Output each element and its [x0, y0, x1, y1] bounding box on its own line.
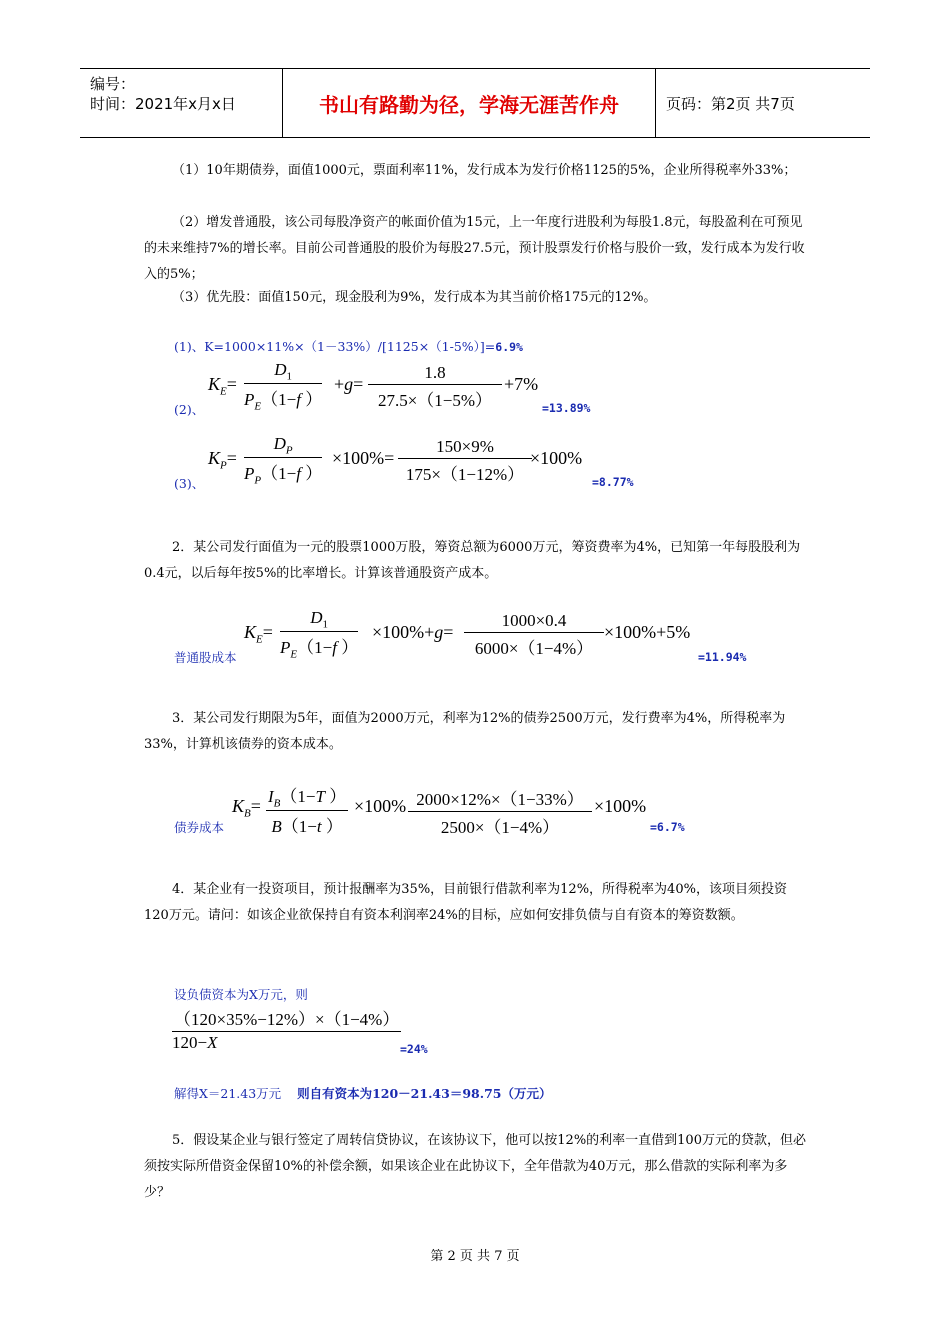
problem4-result: =24% [400, 1042, 428, 1056]
number-label: 编号： [90, 75, 136, 93]
answer1 [174, 334, 840, 361]
solution-x: 解得X＝21.43万元 [174, 1086, 282, 1101]
problem3-result: =6.7% [650, 820, 685, 834]
answer3-result: =8.77% [592, 475, 634, 489]
problem3-label: 债券成本 [174, 820, 225, 835]
problem3-text: 3．某公司发行期限为5年，面值为2000万元，利率为12%的债券2500万元，发行费率为4%，所得税率为33%，计算机该债券的资本成本。 [144, 711, 786, 752]
answer1-formula: (1)、K=1000×11%×（1－33%）/[1125×（1-5%）]= [174, 339, 496, 354]
problem1-item1: （1）10年期债券，面值1000元，票面利率11%，发行成本为发行价格1125的5%，企业所得税率外33%； [172, 163, 797, 178]
header-left [80, 69, 283, 137]
problem4-text: 4．某企业有一投资项目，预计报酬率为35%，目前银行借款利率为12%，所得税率为40%，该项目须投资120万元。请问：如该企业欲保持自有资本利润率24%的目标，应如何安排负债与自有资本的筹资数额。 [144, 882, 787, 923]
problem1-item2: （2）增发普通股，该公司每股净资产的帐面价值为15元，上一年度行进股利为每股1.8元，每股盈利在可预见的未来维持7%的增长率。目前公司普通股的股价为每股27.5元，预计股票发行价格与股价一致，发行成本为发行收入的5%； [144, 215, 805, 282]
problem4-assume: 设负债资本为X万元，则 [174, 987, 308, 1002]
answer2-label: (2)、 [174, 402, 205, 417]
problem1-item3: （3）优先股：面值150元，现金股利为9%，发行成本为其当前价格175元的12%。 [172, 290, 657, 305]
problem2-label: 普通股成本 [174, 650, 237, 665]
answer3-label: (3)、 [174, 476, 205, 491]
answer1-value: 6.9% [495, 340, 523, 354]
answer2-result: =13.89% [542, 401, 591, 415]
solution-equity: 则自有资本为120－21.43＝98.75（万元） [297, 1086, 552, 1101]
header-page-info: 页码：第2页 共7页 [666, 94, 795, 113]
time-label: 时间：2021年x月x日 [90, 95, 236, 113]
header-motto: 书山有路勤为径，学海无涯苦作舟 [283, 69, 656, 137]
page-header [80, 68, 870, 138]
problem4-solution [174, 1084, 551, 1102]
problem2-result: =11.94% [698, 650, 747, 664]
problem2-text: 2．某公司发行面值为一元的股票1000万股，筹资总额为6000万元，筹资费率为4%，已知第一年每股股利为0.4元，以后每年按5%的比率增长。计算该普通股资产成本。 [144, 540, 801, 581]
problem5-text: 5．假设某企业与银行签定了周转信贷协议，在该协议下，他可以按12%的利率一直借到100万元的贷款，但必须按实际所借资金保留10%的补偿余额，如果该企业在此协议下，全年借款为40万元，那么借款的实际利率为多少？ [144, 1133, 806, 1200]
page-footer: 第 2 页 共 7 页 [430, 1249, 520, 1264]
